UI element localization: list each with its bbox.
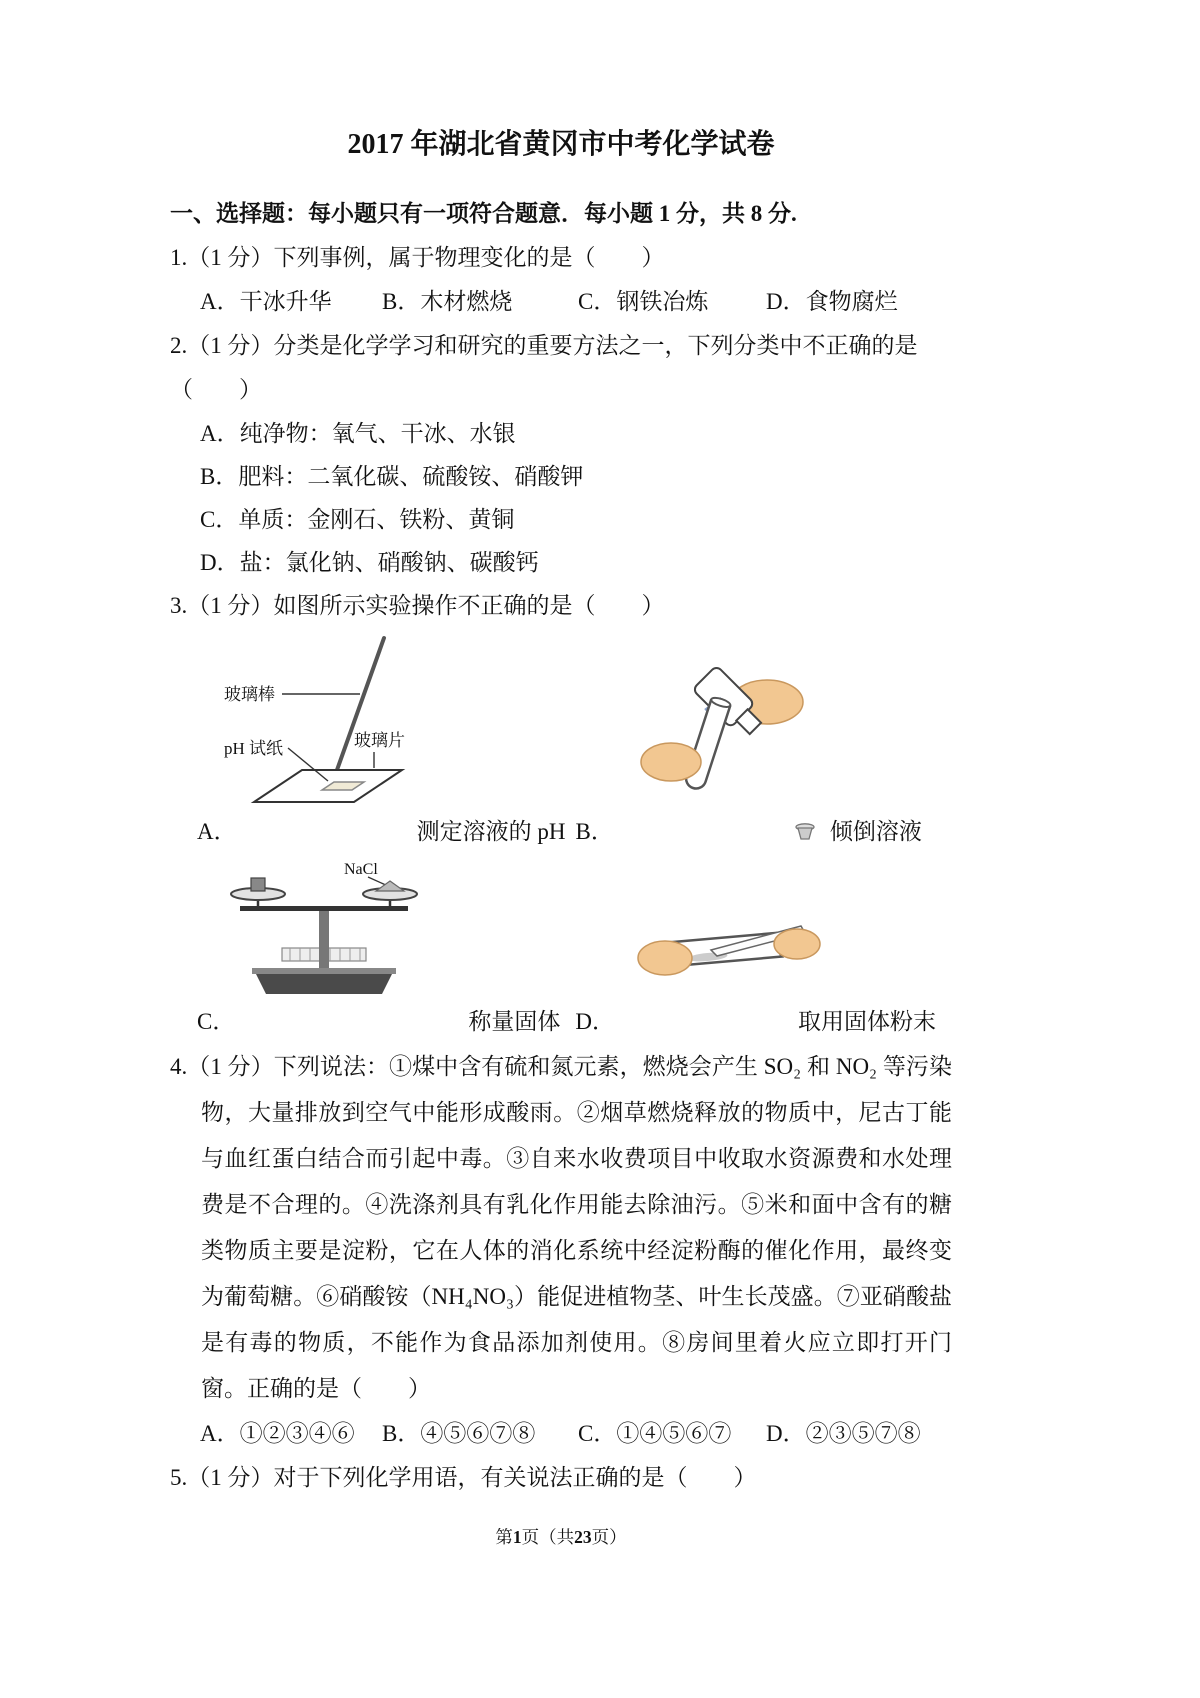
base-icon bbox=[256, 974, 392, 994]
footer-page-number: 1 bbox=[512, 1527, 522, 1547]
caption-text-a: 测定溶液的 pH bbox=[416, 819, 566, 844]
ph-test-figure bbox=[222, 634, 444, 810]
pouring-liquid-figure bbox=[609, 658, 809, 810]
question-4-stem: 4.（1 分）下列说法：①煤中含有硫和氮元素，燃烧会产生 SO₂ 和 NO₂ 等污染物，大量排放到空气中能形成酸雨。②烟草燃烧释放的物质中，尼古丁能与血红蛋白结合而引起中毒。③自来水收费项目中收取水资源费和水处理费是不合理的。④洗涤剂具有乳化作用能去除油污。⑤米和面中含有的糖类物质主要是淀粉，它在人体的消化系统中经淀粉酶的催化作用，最终变为葡萄糖。⑥硝酸铵（NH₄NO₃）能促进植物茎、叶生长茂盛。⑦亚硝酸盐是有毒的物质，不能作为食品添加剂使用。⑧房间里着火应立即打开门窗。正确的是（ ） bbox=[170, 1054, 952, 1401]
question-1-option-a: A．干冰升华 bbox=[200, 289, 332, 314]
caption-letter-a: A． bbox=[197, 819, 237, 844]
page-title: 2017 年湖北省黄冈市中考化学试卷 bbox=[347, 129, 775, 160]
question-2-option-c: C．单质：金刚石、铁粉、黄铜 bbox=[200, 507, 515, 532]
section-header: 一、选择题：每小题只有一项符合题意．每小题 1 分，共 8 分. bbox=[170, 201, 797, 226]
base-deck-icon bbox=[252, 968, 396, 974]
question-2-stem: 2.（1 分）分类是化学学习和研究的重要方法之一，下列分类中不正确的是（ ） bbox=[170, 333, 918, 402]
question-2-option-b: B．肥料：二氧化碳、硫酸铵、硝酸钾 bbox=[200, 464, 584, 489]
powder-transfer-figure bbox=[609, 892, 821, 1000]
footer-total-pages: 23 bbox=[574, 1527, 592, 1547]
question-3-figure-row-1 bbox=[170, 634, 952, 810]
figure-balance-cell bbox=[170, 860, 561, 1000]
question-4-option-c: C．①④⑤⑥⑦ bbox=[578, 1421, 732, 1446]
figure-pouring-cell bbox=[561, 658, 952, 810]
question-4-option-d: D．②③⑤⑦⑧ bbox=[766, 1421, 921, 1446]
caption-letter-d: D． bbox=[575, 1009, 615, 1034]
beam-icon bbox=[240, 906, 408, 911]
caption-text-c: 称量固体 bbox=[468, 1009, 561, 1034]
right-hand-icon bbox=[774, 929, 820, 959]
footer-mid: 页（共 bbox=[521, 1527, 575, 1547]
question-4-options bbox=[170, 1412, 952, 1456]
question-1-option-d: D．食物腐烂 bbox=[766, 289, 898, 314]
pillar-icon bbox=[319, 911, 329, 971]
question-2-option-d: D．盐：氯化钠、硝酸钠、碳酸钙 bbox=[200, 550, 539, 575]
figure-powder-cell bbox=[561, 892, 952, 1000]
glass-rod-label: 玻璃棒 bbox=[224, 685, 275, 704]
question-1-option-c: C．钢铁冶炼 bbox=[578, 289, 709, 314]
left-hand-icon bbox=[638, 941, 692, 975]
question-1-option-b: B．木材燃烧 bbox=[382, 289, 513, 314]
question-2-options bbox=[170, 412, 952, 584]
stopper-icon bbox=[792, 822, 818, 842]
question-4-option-b: B．④⑤⑥⑦⑧ bbox=[382, 1421, 536, 1446]
ph-paper-label: pH 试纸 bbox=[224, 739, 284, 758]
question-3-caption-row-1 bbox=[170, 810, 952, 854]
question-3-stem: 3.（1 分）如图所示实验操作不正确的是（ ） bbox=[170, 593, 665, 618]
content-column bbox=[170, 122, 952, 1500]
question-1-stem: 1.（1 分）下列事例，属于物理变化的是（ ） bbox=[170, 245, 665, 270]
question-3 bbox=[170, 584, 952, 1044]
question-2 bbox=[170, 324, 952, 584]
caption-letter-c: C． bbox=[197, 1009, 236, 1034]
caption-letter-b: B． bbox=[575, 819, 614, 844]
question-4 bbox=[170, 1044, 952, 1456]
glass-sheet-label: 玻璃片 bbox=[354, 731, 405, 750]
question-3-figure-row-2 bbox=[170, 860, 952, 1000]
question-5-stem: 5.（1 分）对于下列化学用语，有关说法正确的是（ ） bbox=[170, 1465, 757, 1490]
weight-icon bbox=[251, 878, 265, 891]
left-hand-icon bbox=[641, 743, 701, 781]
nacl-label: NaCl bbox=[344, 861, 378, 878]
question-4-option-a: A．①②③④⑥ bbox=[200, 1421, 355, 1446]
question-2-option-a: A．纯净物：氧气、干冰、水银 bbox=[200, 421, 516, 446]
caption-text-b: 倾倒溶液 bbox=[829, 819, 922, 844]
question-3-caption-row-2 bbox=[170, 1000, 952, 1044]
balance-figure bbox=[218, 860, 430, 1000]
question-1 bbox=[170, 236, 952, 324]
footer-suffix: 页） bbox=[591, 1527, 627, 1547]
footer-prefix: 第 bbox=[495, 1527, 513, 1547]
page-footer bbox=[170, 1524, 952, 1549]
figure-ph-test-cell bbox=[170, 634, 561, 810]
glass-rod-icon bbox=[332, 638, 384, 784]
question-1-options bbox=[170, 280, 952, 324]
question-5 bbox=[170, 1456, 952, 1500]
caption-text-d: 取用固体粉末 bbox=[797, 1009, 936, 1034]
